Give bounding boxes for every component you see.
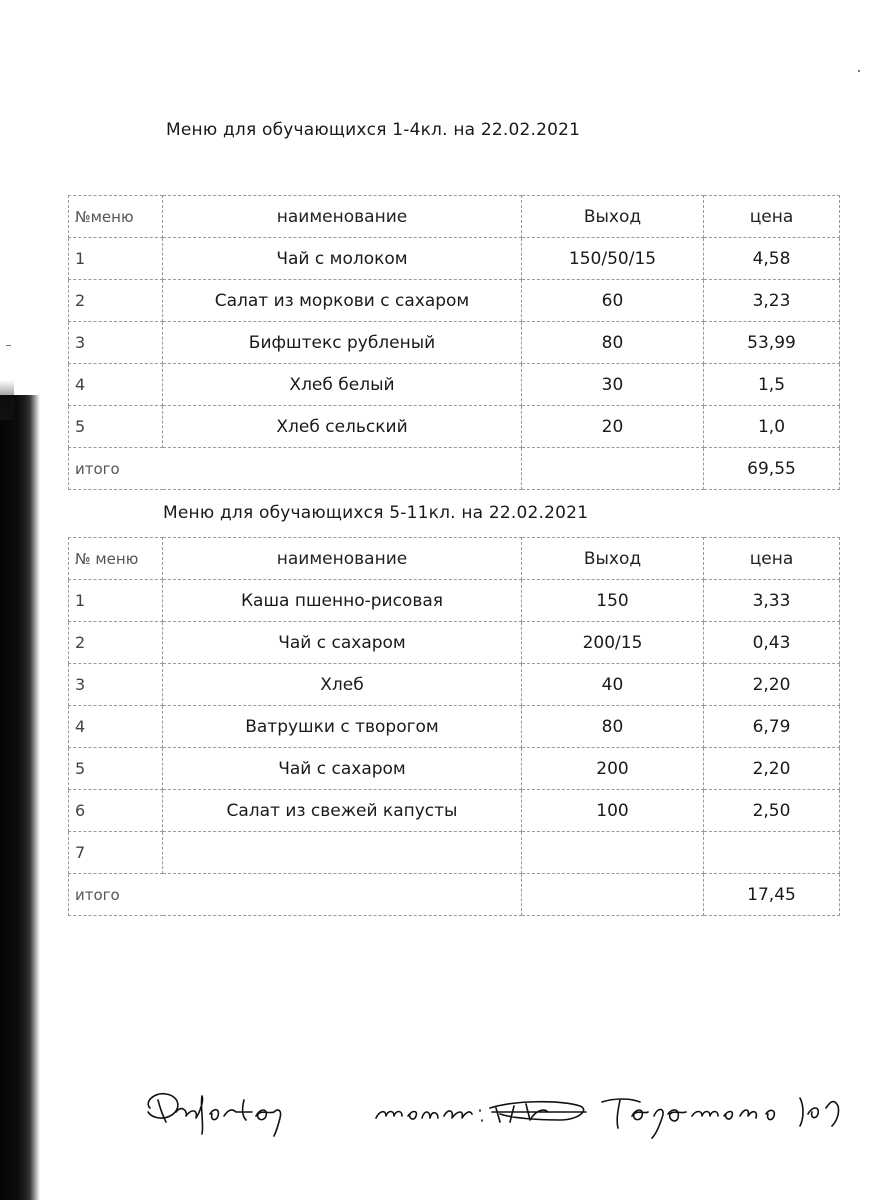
table-row — [69, 238, 840, 280]
row-num: 5 — [69, 406, 163, 448]
row-price — [704, 832, 840, 874]
row-num: 3 — [69, 322, 163, 364]
row-name: Салат из моркови с сахаром — [163, 280, 522, 322]
row-yield: 60 — [522, 280, 704, 322]
table-row — [69, 322, 840, 364]
total-yield-empty — [522, 448, 704, 490]
row-price: 2,20 — [704, 664, 840, 706]
table-row — [69, 748, 840, 790]
row-num: 1 — [69, 238, 163, 280]
total-label: итого — [69, 448, 522, 490]
header-price: цена — [704, 538, 840, 580]
table-header-row — [69, 538, 840, 580]
table-row — [69, 406, 840, 448]
total-label: итого — [69, 874, 522, 916]
row-num: 2 — [69, 280, 163, 322]
header-name: наименование — [163, 538, 522, 580]
menu-5-11-table — [68, 537, 840, 916]
row-yield: 80 — [522, 706, 704, 748]
row-name: Каша пшенно-рисовая — [163, 580, 522, 622]
menu-1-4-title: Меню для обучающихся 1-4кл. на 22.02.2021 — [166, 120, 581, 140]
scan-speck — [858, 70, 860, 72]
table-row — [69, 622, 840, 664]
table-row — [69, 790, 840, 832]
row-name: Чай с сахаром — [163, 622, 522, 664]
total-yield-empty — [522, 874, 704, 916]
row-name: Хлеб — [163, 664, 522, 706]
scan-speck — [6, 345, 11, 346]
row-name: Чай с сахаром — [163, 748, 522, 790]
row-yield: 100 — [522, 790, 704, 832]
header-num: № меню — [69, 538, 163, 580]
table-header-row — [69, 196, 840, 238]
row-price: 2,50 — [704, 790, 840, 832]
row-yield: 20 — [522, 406, 704, 448]
table-total-row — [69, 448, 840, 490]
row-name: Ватрушки с творогом — [163, 706, 522, 748]
row-name: Салат из свежей капусты — [163, 790, 522, 832]
row-num: 7 — [69, 832, 163, 874]
total-price: 17,45 — [704, 874, 840, 916]
menu-5-11-title: Меню для обучающихся 5-11кл. на 22.02.2021 — [163, 503, 589, 523]
row-price: 53,99 — [704, 322, 840, 364]
table-row — [69, 832, 840, 874]
row-name: Чай с молоком — [163, 238, 522, 280]
row-name — [163, 832, 522, 874]
handwritten-signature — [140, 1078, 870, 1140]
row-price: 1,5 — [704, 364, 840, 406]
table-row — [69, 364, 840, 406]
table-total-row — [69, 874, 840, 916]
header-yield: Выход — [522, 196, 704, 238]
row-num: 4 — [69, 706, 163, 748]
row-price: 2,20 — [704, 748, 840, 790]
scan-edge-shadow-top — [0, 380, 14, 420]
total-price: 69,55 — [704, 448, 840, 490]
row-num: 5 — [69, 748, 163, 790]
row-num: 2 — [69, 622, 163, 664]
row-yield: 30 — [522, 364, 704, 406]
row-name: Хлеб сельский — [163, 406, 522, 448]
row-yield: 40 — [522, 664, 704, 706]
row-yield: 200 — [522, 748, 704, 790]
header-yield: Выход — [522, 538, 704, 580]
table-row — [69, 664, 840, 706]
row-yield: 200/15 — [522, 622, 704, 664]
row-num: 3 — [69, 664, 163, 706]
row-yield: 150/50/15 — [522, 238, 704, 280]
table-row — [69, 280, 840, 322]
row-yield — [522, 832, 704, 874]
header-name: наименование — [163, 196, 522, 238]
row-num: 6 — [69, 790, 163, 832]
row-num: 4 — [69, 364, 163, 406]
scan-edge-shadow — [0, 395, 40, 1200]
row-price: 1,0 — [704, 406, 840, 448]
row-price: 4,58 — [704, 238, 840, 280]
row-price: 3,33 — [704, 580, 840, 622]
row-yield: 80 — [522, 322, 704, 364]
menu-1-4-table — [68, 195, 840, 490]
table-row — [69, 580, 840, 622]
row-name: Хлеб белый — [163, 364, 522, 406]
row-price: 6,79 — [704, 706, 840, 748]
row-name: Бифштекс рубленый — [163, 322, 522, 364]
row-price: 0,43 — [704, 622, 840, 664]
row-num: 1 — [69, 580, 163, 622]
row-price: 3,23 — [704, 280, 840, 322]
header-num: №меню — [69, 196, 163, 238]
header-price: цена — [704, 196, 840, 238]
table-row — [69, 706, 840, 748]
row-yield: 150 — [522, 580, 704, 622]
